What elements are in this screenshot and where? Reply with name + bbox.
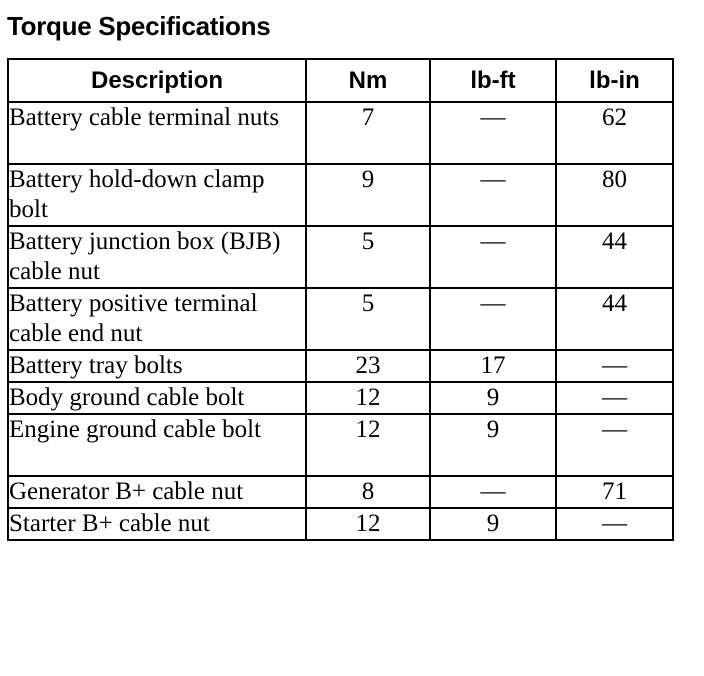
description-cell: Starter B+ cable nut xyxy=(8,508,306,540)
lb-ft-cell: — xyxy=(430,288,556,350)
lb-ft-cell: 9 xyxy=(430,508,556,540)
lb-in-cell: 44 xyxy=(556,288,673,350)
nm-cell: 5 xyxy=(306,288,430,350)
lb-in-cell: — xyxy=(556,508,673,540)
description-cell: Battery tray bolts xyxy=(8,350,306,382)
lb-ft-cell: 9 xyxy=(430,382,556,414)
nm-cell: 12 xyxy=(306,382,430,414)
table-row xyxy=(8,508,673,540)
column-header-lb-ft: lb-ft xyxy=(430,59,556,102)
table-row xyxy=(8,288,673,350)
nm-cell: 12 xyxy=(306,508,430,540)
table-row xyxy=(8,102,673,164)
lb-in-cell: — xyxy=(556,382,673,414)
nm-cell: 9 xyxy=(306,164,430,226)
description-cell: Generator B+ cable nut xyxy=(8,476,306,508)
table-row xyxy=(8,164,673,226)
lb-in-cell: 44 xyxy=(556,226,673,288)
table-row xyxy=(8,350,673,382)
lb-in-cell: — xyxy=(556,350,673,382)
lb-ft-cell: — xyxy=(430,226,556,288)
lb-ft-cell: — xyxy=(430,476,556,508)
nm-cell: 23 xyxy=(306,350,430,382)
nm-cell: 12 xyxy=(306,414,430,476)
table-row xyxy=(8,382,673,414)
torque-spec-table xyxy=(7,58,674,541)
table-row xyxy=(8,226,673,288)
lb-ft-cell: — xyxy=(430,164,556,226)
nm-cell: 5 xyxy=(306,226,430,288)
nm-cell: 7 xyxy=(306,102,430,164)
lb-ft-cell: 9 xyxy=(430,414,556,476)
column-header-description: Description xyxy=(8,59,306,102)
nm-cell: 8 xyxy=(306,476,430,508)
header-row xyxy=(8,59,673,102)
lb-in-cell: — xyxy=(556,414,673,476)
lb-ft-cell: — xyxy=(430,102,556,164)
lb-in-cell: 62 xyxy=(556,102,673,164)
table-row xyxy=(8,476,673,508)
description-cell: Battery positive terminal cable end nut xyxy=(8,288,306,350)
table-row xyxy=(8,414,673,476)
lb-ft-cell: 17 xyxy=(430,350,556,382)
description-cell: Battery cable terminal nuts xyxy=(8,102,306,164)
page-title: Torque Specifications xyxy=(7,11,271,41)
description-cell: Engine ground cable bolt xyxy=(8,414,306,476)
column-header-lb-in: lb-in xyxy=(556,59,673,102)
column-header-nm: Nm xyxy=(306,59,430,102)
description-cell: Battery junction box (BJB) cable nut xyxy=(8,226,306,288)
lb-in-cell: 71 xyxy=(556,476,673,508)
description-cell: Battery hold-down clamp bolt xyxy=(8,164,306,226)
lb-in-cell: 80 xyxy=(556,164,673,226)
description-cell: Body ground cable bolt xyxy=(8,382,306,414)
